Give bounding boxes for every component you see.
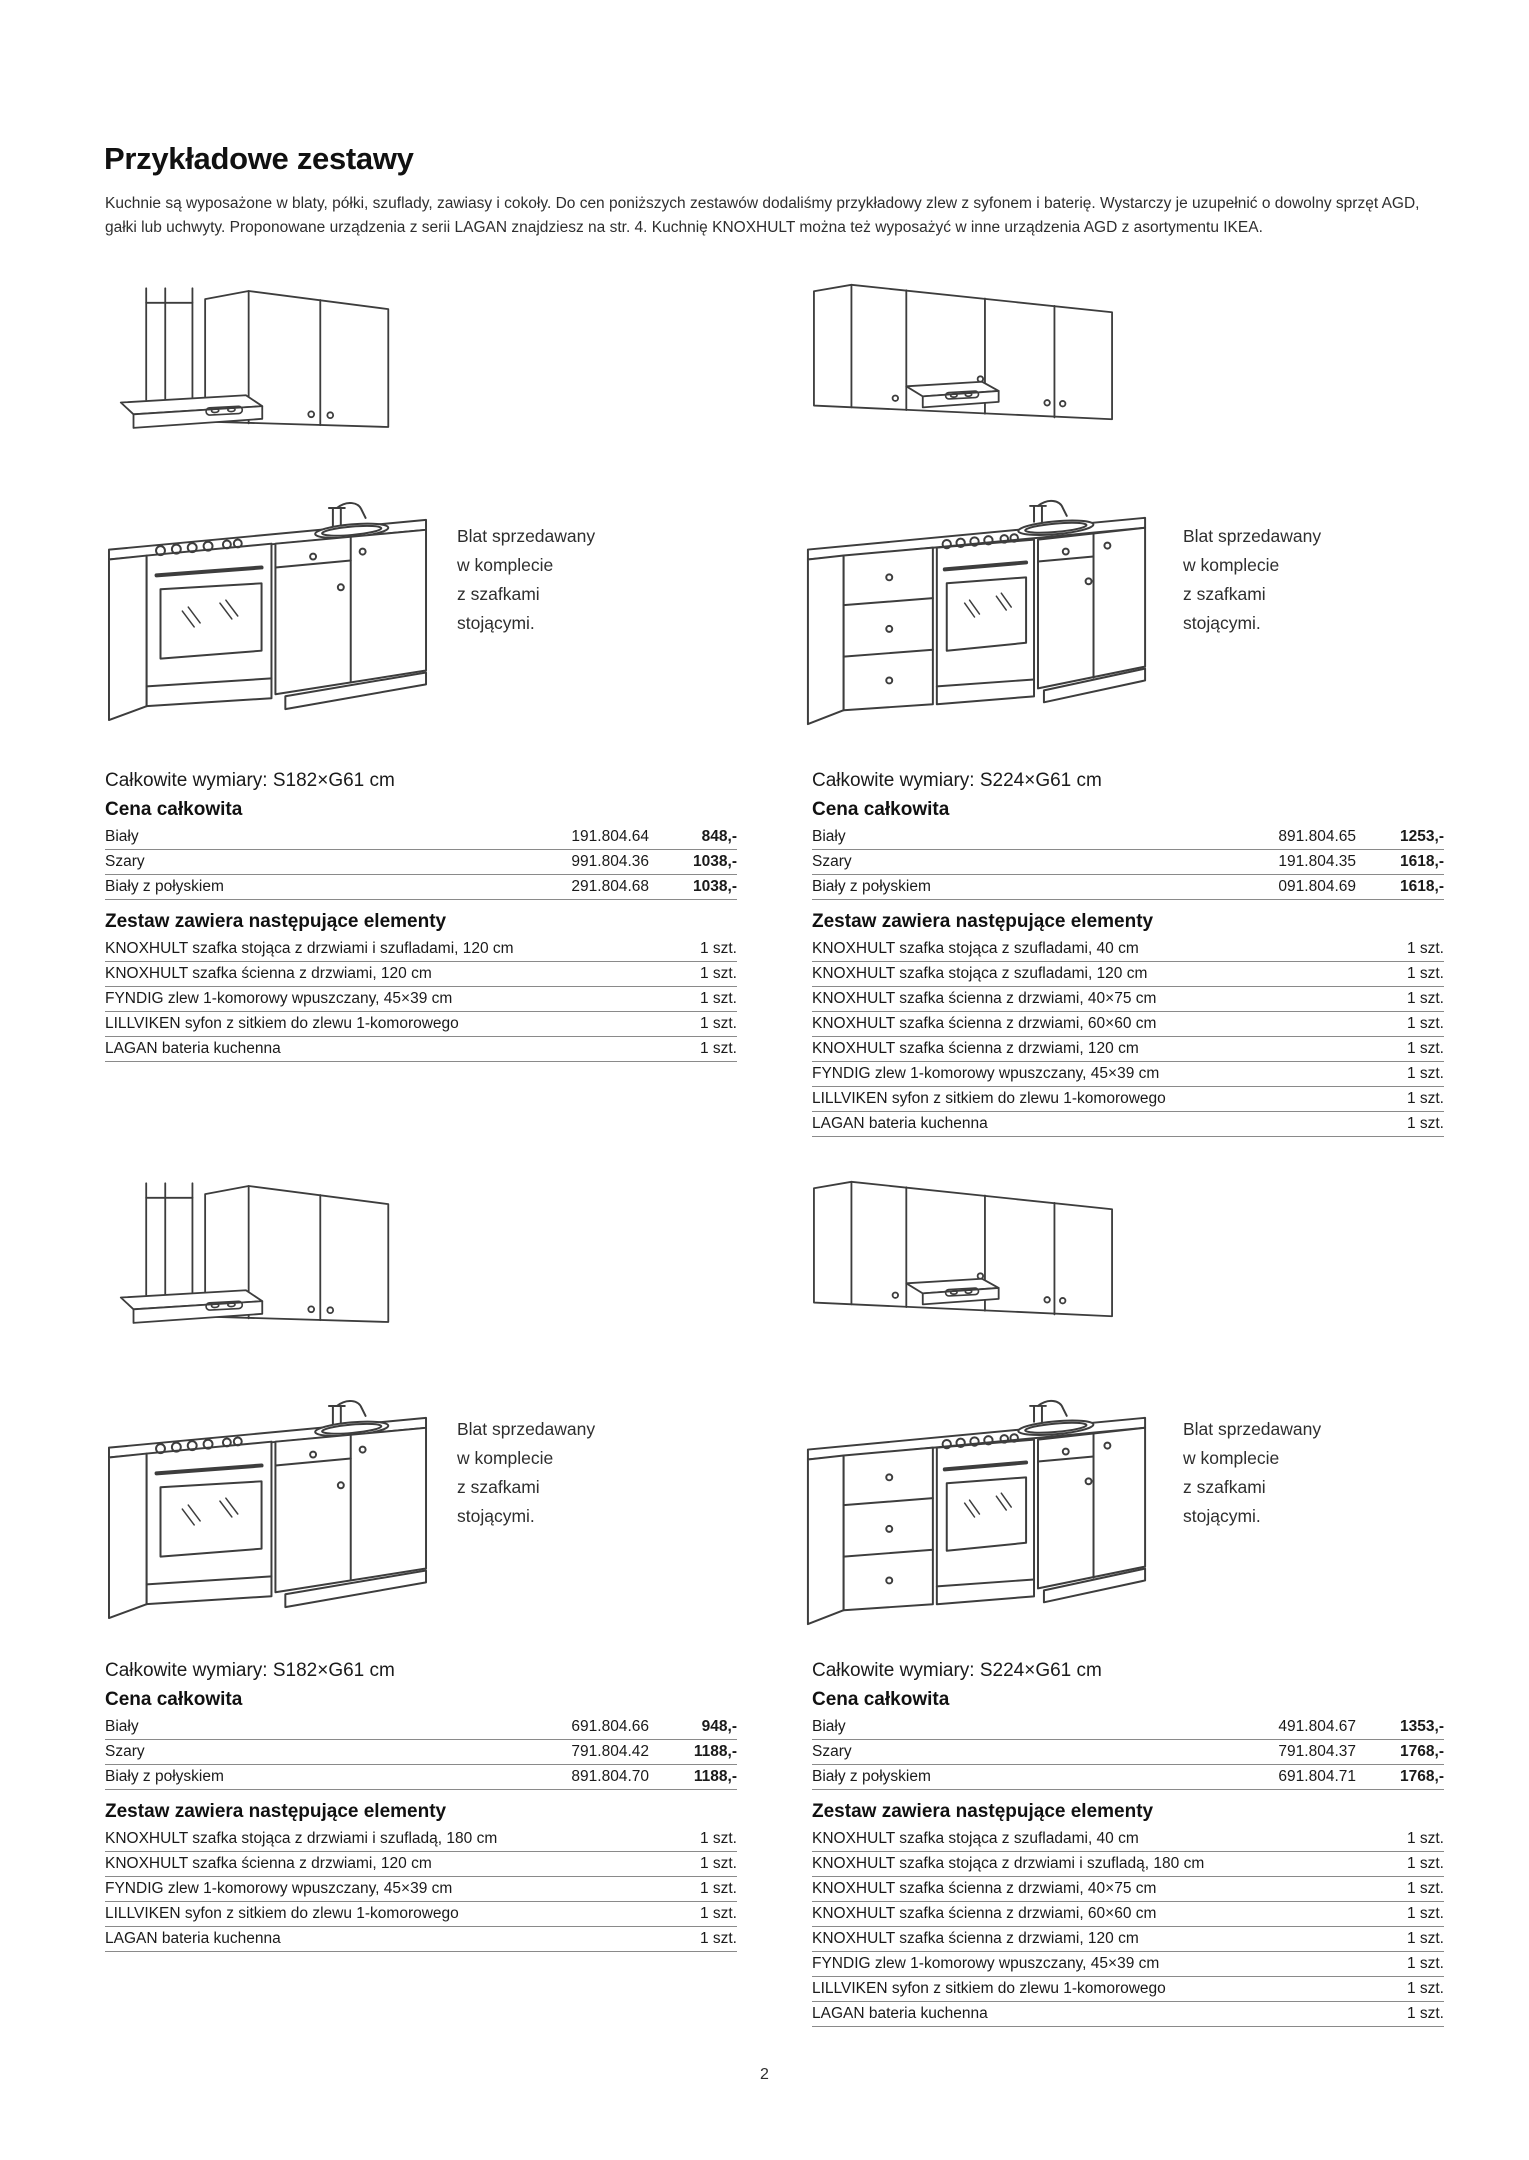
price-table xyxy=(105,826,737,900)
element-row xyxy=(812,1903,1444,1927)
color-label: Biały z połyskiem xyxy=(105,1768,224,1785)
element-name: LAGAN bateria kuchenna xyxy=(812,2005,988,2022)
price-row xyxy=(105,826,737,850)
element-name: LAGAN bateria kuchenna xyxy=(105,1040,281,1057)
element-row xyxy=(105,1928,737,1952)
drawers-stove-sink-base-cabinets-icon xyxy=(798,498,1156,736)
color-label: Biały xyxy=(105,1718,139,1735)
price-row xyxy=(105,1766,737,1790)
price-value: 1618,- xyxy=(1400,878,1444,895)
elements-table xyxy=(105,938,737,1062)
element-row xyxy=(105,938,737,962)
caption-line: z szafkami xyxy=(1183,1477,1266,1497)
element-name: LILLVIKEN syfon z sitkiem do zlewu 1-komorowego xyxy=(812,1090,1166,1107)
element-qty: 1 szt. xyxy=(1406,940,1444,957)
element-name: LAGAN bateria kuchenna xyxy=(105,1930,281,1947)
color-label: Szary xyxy=(105,1743,145,1760)
price-value: 1188,- xyxy=(693,1768,737,1785)
caption-line: Blat sprzedawany xyxy=(1183,1419,1322,1439)
element-qty: 1 szt. xyxy=(1406,1855,1444,1872)
price-row xyxy=(105,851,737,875)
element-name: KNOXHULT szafka stojąca z drzwiami i szufladą, 180 cm xyxy=(812,1855,1205,1872)
elements-header: Zestaw zawiera następujące elementy xyxy=(812,1801,1154,1822)
element-row xyxy=(812,1928,1444,1952)
color-label: Biały z połyskiem xyxy=(105,878,224,895)
elements-header: Zestaw zawiera następujące elementy xyxy=(812,911,1154,932)
element-name: KNOXHULT szafka ścienna z drzwiami, 60×60 cm xyxy=(812,1015,1157,1032)
element-row xyxy=(812,1978,1444,2002)
element-qty: 1 szt. xyxy=(1406,1065,1444,1082)
element-name: KNOXHULT szafka stojąca z drzwiami i szufladami, 120 cm xyxy=(105,940,514,957)
element-qty: 1 szt. xyxy=(699,940,737,957)
dimensions-text: Całkowite wymiary: S224×G61 cm xyxy=(812,1660,1102,1681)
element-qty: 1 szt. xyxy=(1406,1955,1444,1972)
wall-cabinets-undercabinet-hood-icon xyxy=(798,1180,1128,1319)
elements-table xyxy=(812,1828,1444,2027)
element-qty: 1 szt. xyxy=(699,1015,737,1032)
element-qty: 1 szt. xyxy=(1406,1930,1444,1947)
element-name: FYNDIG zlew 1-komorowy wpuszczany, 45×39 cm xyxy=(105,990,453,1007)
price-row xyxy=(812,1741,1444,1765)
element-qty: 1 szt. xyxy=(1406,990,1444,1007)
caption-line: stojącymi. xyxy=(1183,613,1261,633)
worktop-caption xyxy=(1183,522,1353,638)
element-name: FYNDIG zlew 1-komorowy wpuszczany, 45×39 cm xyxy=(812,1065,1160,1082)
price-header: Cena całkowita xyxy=(812,1689,950,1710)
article-number: 991.804.36 xyxy=(571,853,649,870)
element-row xyxy=(105,1853,737,1877)
element-name: FYNDIG zlew 1-komorowy wpuszczany, 45×39 cm xyxy=(812,1955,1160,1972)
color-label: Biały xyxy=(812,828,846,845)
caption-line: w komplecie xyxy=(457,555,554,575)
element-row xyxy=(812,1953,1444,1977)
drawers-stove-sink-base-cabinets-icon xyxy=(798,1398,1156,1636)
set-info xyxy=(812,1658,1444,2027)
price-value: 1768,- xyxy=(1400,1743,1444,1760)
element-row xyxy=(105,988,737,1012)
color-label: Biały xyxy=(812,1718,846,1735)
element-qty: 1 szt. xyxy=(699,965,737,982)
dimensions-text: Całkowite wymiary: S182×G61 cm xyxy=(105,1660,395,1681)
element-row xyxy=(812,963,1444,987)
element-qty: 1 szt. xyxy=(699,1830,737,1847)
element-qty: 1 szt. xyxy=(1406,1880,1444,1897)
element-row xyxy=(812,1013,1444,1037)
element-row xyxy=(105,1828,737,1852)
price-value: 1188,- xyxy=(693,1743,737,1760)
caption-line: z szafkami xyxy=(1183,584,1266,604)
element-name: LILLVIKEN syfon z sitkiem do zlewu 1-komorowego xyxy=(105,1905,459,1922)
element-name: KNOXHULT szafka ścienna z drzwiami, 60×60 cm xyxy=(812,1905,1157,1922)
element-row xyxy=(812,2003,1444,2027)
element-name: KNOXHULT szafka ścienna z drzwiami, 120 cm xyxy=(105,965,432,982)
price-header: Cena całkowita xyxy=(105,1689,243,1710)
elements-table xyxy=(812,938,1444,1137)
article-number: 091.804.69 xyxy=(1278,878,1356,895)
element-row xyxy=(812,1038,1444,1062)
price-value: 848,- xyxy=(701,828,737,845)
set-info xyxy=(812,768,1444,1137)
element-qty: 1 szt. xyxy=(1406,1830,1444,1847)
element-row xyxy=(812,1113,1444,1137)
caption-line: z szafkami xyxy=(457,1477,540,1497)
price-value: 948,- xyxy=(701,1718,737,1735)
element-qty: 1 szt. xyxy=(699,990,737,1007)
price-row xyxy=(812,876,1444,900)
color-label: Biały xyxy=(105,828,139,845)
color-label: Szary xyxy=(105,853,145,870)
article-number: 791.804.42 xyxy=(571,1743,649,1760)
element-name: LAGAN bateria kuchenna xyxy=(812,1115,988,1132)
article-number: 891.804.65 xyxy=(1278,828,1356,845)
price-row xyxy=(105,1716,737,1740)
element-row xyxy=(105,1013,737,1037)
element-name: KNOXHULT szafka ścienna z drzwiami, 40×75 cm xyxy=(812,990,1157,1007)
price-row xyxy=(812,1766,1444,1790)
worktop-caption xyxy=(1183,1415,1353,1531)
element-qty: 1 szt. xyxy=(699,1930,737,1947)
set-info xyxy=(105,768,737,1062)
element-qty: 1 szt. xyxy=(699,1040,737,1057)
element-name: KNOXHULT szafka ścienna z drzwiami, 40×75 cm xyxy=(812,1880,1157,1897)
caption-line: w komplecie xyxy=(1183,1448,1280,1468)
element-qty: 1 szt. xyxy=(1406,1905,1444,1922)
article-number: 191.804.35 xyxy=(1278,853,1356,870)
page-title: Przykładowe zestawy xyxy=(104,140,414,176)
stove-sink-base-cabinets-icon xyxy=(107,500,429,733)
wall-cabinets-undercabinet-hood-icon xyxy=(798,283,1128,422)
caption-line: z szafkami xyxy=(457,584,540,604)
element-name: KNOXHULT szafka stojąca z szufladami, 40 cm xyxy=(812,940,1139,957)
article-number: 691.804.71 xyxy=(1278,1768,1356,1785)
element-qty: 1 szt. xyxy=(1406,1115,1444,1132)
color-label: Szary xyxy=(812,853,852,870)
article-number: 291.804.68 xyxy=(571,878,649,895)
caption-line: stojącymi. xyxy=(457,613,535,633)
price-header: Cena całkowita xyxy=(812,799,950,820)
element-row xyxy=(105,1038,737,1062)
element-name: KNOXHULT szafka stojąca z szufladami, 120 cm xyxy=(812,965,1148,982)
element-row xyxy=(812,1853,1444,1877)
element-row xyxy=(105,1903,737,1927)
element-row xyxy=(812,1878,1444,1902)
caption-line: w komplecie xyxy=(1183,555,1280,575)
article-number: 891.804.70 xyxy=(571,1768,649,1785)
element-qty: 1 szt. xyxy=(699,1855,737,1872)
element-qty: 1 szt. xyxy=(1406,965,1444,982)
element-qty: 1 szt. xyxy=(1406,1980,1444,1997)
element-qty: 1 szt. xyxy=(1406,1040,1444,1057)
element-name: FYNDIG zlew 1-komorowy wpuszczany, 45×39 cm xyxy=(105,1880,453,1897)
article-number: 691.804.66 xyxy=(571,1718,649,1735)
element-row xyxy=(812,938,1444,962)
price-row xyxy=(812,851,1444,875)
element-row xyxy=(812,1063,1444,1087)
price-value: 1618,- xyxy=(1400,853,1444,870)
element-name: LILLVIKEN syfon z sitkiem do zlewu 1-komorowego xyxy=(105,1015,459,1032)
caption-line: Blat sprzedawany xyxy=(1183,526,1322,546)
element-name: KNOXHULT szafka stojąca z szufladami, 40 cm xyxy=(812,1830,1139,1847)
element-qty: 1 szt. xyxy=(699,1905,737,1922)
set-info xyxy=(105,1658,737,1952)
worktop-caption xyxy=(457,1415,627,1531)
color-label: Biały z połyskiem xyxy=(812,878,931,895)
element-row xyxy=(812,1828,1444,1852)
price-table xyxy=(812,1716,1444,1790)
elements-header: Zestaw zawiera następujące elementy xyxy=(105,1801,447,1822)
element-qty: 1 szt. xyxy=(1406,2005,1444,2022)
price-value: 1768,- xyxy=(1400,1768,1444,1785)
element-row xyxy=(105,963,737,987)
element-qty: 1 szt. xyxy=(1406,1090,1444,1107)
article-number: 791.804.37 xyxy=(1278,1743,1356,1760)
element-row xyxy=(105,1878,737,1902)
element-qty: 1 szt. xyxy=(699,1880,737,1897)
price-value: 1038,- xyxy=(693,878,737,895)
article-number: 191.804.64 xyxy=(571,828,649,845)
elements-header: Zestaw zawiera następujące elementy xyxy=(105,911,447,932)
element-name: KNOXHULT szafka stojąca z drzwiami i szufladą, 180 cm xyxy=(105,1830,498,1847)
price-value: 1038,- xyxy=(693,853,737,870)
chimney-hood-wall-cabinet-icon xyxy=(119,1180,391,1328)
chimney-hood-wall-cabinet-icon xyxy=(119,285,391,433)
elements-table xyxy=(105,1828,737,1952)
dimensions-text: Całkowite wymiary: S182×G61 cm xyxy=(105,770,395,791)
element-name: LILLVIKEN syfon z sitkiem do zlewu 1-komorowego xyxy=(812,1980,1166,1997)
article-number: 491.804.67 xyxy=(1278,1718,1356,1735)
price-row xyxy=(812,1716,1444,1740)
caption-line: w komplecie xyxy=(457,1448,554,1468)
element-row xyxy=(812,1088,1444,1112)
intro-text: Kuchnie są wyposażone w blaty, półki, szuflady, zawiasy i cokoły. Do cen poniższych zestawów dodaliśmy przykładowy zlew z syfonem i baterię. Wystarczy je uzupełnić o dowolny sprzęt AGD, gałki lub uchwyty. Proponowane urządzenia z serii LAGAN znajdziesz na str. 4. Kuchnię KNOXHULT można też wyposażyć w inne urządzenia AGD z asortymentu IKEA. xyxy=(105,194,1420,236)
stove-sink-base-cabinets-icon xyxy=(107,1398,429,1631)
price-value: 1253,- xyxy=(1400,828,1444,845)
price-row xyxy=(812,826,1444,850)
element-qty: 1 szt. xyxy=(1406,1015,1444,1032)
caption-line: stojącymi. xyxy=(1183,1506,1261,1526)
worktop-caption xyxy=(457,522,627,638)
dimensions-text: Całkowite wymiary: S224×G61 cm xyxy=(812,770,1102,791)
color-label: Biały z połyskiem xyxy=(812,1768,931,1785)
page-number: 2 xyxy=(760,2066,769,2083)
element-name: KNOXHULT szafka ścienna z drzwiami, 120 cm xyxy=(812,1040,1139,1057)
price-row xyxy=(105,876,737,900)
element-name: KNOXHULT szafka ścienna z drzwiami, 120 cm xyxy=(812,1930,1139,1947)
price-table xyxy=(812,826,1444,900)
price-row xyxy=(105,1741,737,1765)
color-label: Szary xyxy=(812,1743,852,1760)
price-table xyxy=(105,1716,737,1790)
element-row xyxy=(812,988,1444,1012)
caption-line: Blat sprzedawany xyxy=(457,1419,596,1439)
price-value: 1353,- xyxy=(1400,1718,1444,1735)
element-name: KNOXHULT szafka ścienna z drzwiami, 120 cm xyxy=(105,1855,432,1872)
caption-line: stojącymi. xyxy=(457,1506,535,1526)
caption-line: Blat sprzedawany xyxy=(457,526,596,546)
price-header: Cena całkowita xyxy=(105,799,243,820)
